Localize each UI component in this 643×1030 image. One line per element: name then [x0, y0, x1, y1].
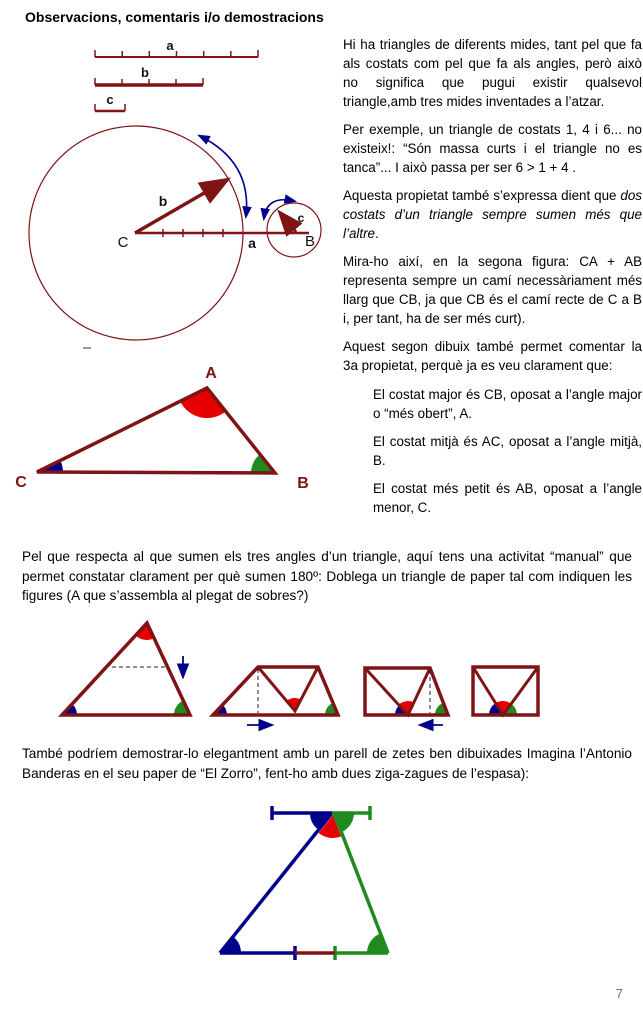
segment-a-label: a — [166, 38, 174, 53]
triangle-outline — [37, 388, 275, 473]
segment-a — [95, 50, 258, 57]
right-column — [343, 35, 642, 526]
figure-folding-steps — [40, 606, 620, 738]
paragraph-3 — [343, 186, 642, 243]
paragraph-4: Mira-ho així, en la segona figura: CA + AB representa sempre un camí necessàriament més llarg que CB, ja que CB és el camí recte de C a B i, per tant, ha de ser més curt). — [343, 254, 642, 327]
rotation-a-label: a — [248, 235, 256, 251]
paragraph-3-italic: dos costats d’un triangle sempre sumen més que l’altre — [343, 188, 642, 242]
paragraph-5: Aquest segon dibuix també permet comentar la 3a propietat, perquè ja es veu clarament que: — [343, 339, 642, 374]
rotation-C-label: C — [117, 234, 129, 251]
paragraph-3-end: . — [375, 226, 379, 242]
figure-segments — [60, 38, 340, 120]
rotation-B-label: B — [304, 233, 316, 250]
segment-b — [95, 78, 203, 85]
segment-c-label: c — [106, 92, 114, 107]
folding-activity-paragraph: Pel que respecta al que sumen els tres angles d’un triangle, aquí tens una activitat “manual” que permet constatar clarament per què sumen 180º: Doblega un triangle de paper tal com indiquen les figures (A que s’assembla al plegat de sobres?) — [22, 549, 632, 604]
fold-step-4 — [473, 667, 538, 715]
triangle-C-label: C — [15, 474, 27, 491]
fold-step-2 — [213, 667, 338, 725]
side-b-arrow — [135, 181, 225, 233]
segment-b-label: b — [141, 65, 149, 80]
item-costat-major: El costat major és CB, oposat a l’angle major o “més obert”, A. — [373, 386, 642, 421]
paragraph-3-start: Aquesta propietat també s’expressa dient que — [343, 188, 621, 204]
rotation-c-label: c — [297, 211, 305, 225]
figure-labeled-triangle — [5, 362, 335, 512]
zorro-paragraph: També podríem demostrar-lo elegantment amb un parell de zetes ben dibuixades Imagina l’Antonio Banderas en el seu paper de “El Zorro”, fent-ho amb dues ziga-zagues de l’espasa): — [22, 746, 632, 781]
rotation-arc-c-icon — [264, 200, 294, 218]
item-costat-petit: El costat més petit és AB, oposat a l’angle menor, C. — [373, 480, 642, 515]
triangle-B-label: B — [297, 475, 309, 492]
rotation-arc-b-icon — [200, 136, 247, 216]
figure-zorro-zigzag — [195, 798, 420, 968]
paragraph-1: Hi ha triangles de diferents mides, tant pel que fa als costats com pel que fa als angles, però això no significa que pugui existir qualsevol triangle,amb tres mides inventades a l’atzar. — [343, 37, 642, 110]
rotation-b-label: b — [158, 193, 168, 209]
fold-step-1 — [62, 623, 190, 715]
paragraph-2: Per exemple, un triangle de costats 1, 4 i 6... no existeix!: “Són massa curts i el triangle no es tanca”... I això passa per ser 6 > 1 + 4 . — [343, 122, 642, 176]
side-a-line — [135, 229, 309, 237]
page-number: 7 — [615, 986, 623, 1001]
triangle-A-label: A — [205, 365, 217, 382]
figure-side-rotation — [15, 118, 340, 358]
page-title: Observacions, comentaris i/o demostracions — [25, 9, 324, 25]
blue-zigzag — [220, 806, 332, 960]
fold-step-3 — [365, 668, 448, 725]
item-costat-mitja: El costat mitjà és AC, oposat a l’angle mitjà, B. — [373, 433, 642, 468]
side-c-arrow — [281, 214, 296, 232]
